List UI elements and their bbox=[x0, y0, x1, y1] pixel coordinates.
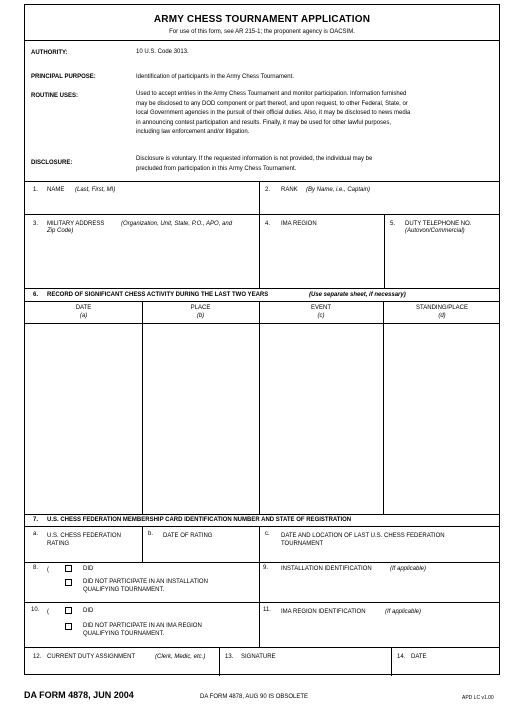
section-6-hint: (Use separate sheet, if necessary) bbox=[309, 292, 406, 298]
rank-field[interactable] bbox=[260, 182, 500, 214]
last-tournament-label: DATE AND LOCATION OF LAST U.S. CHESS FEDERATION TOURNAMENT bbox=[281, 533, 445, 547]
divider bbox=[25, 301, 499, 302]
routine-uses-label: ROUTINE USES: bbox=[31, 93, 79, 99]
ima-did-label: DID bbox=[83, 608, 94, 614]
last-tournament-field[interactable] bbox=[260, 527, 500, 561]
form-subtitle: For use of this form, see AR 215-1; the proponent agency is OACSIM. bbox=[169, 29, 355, 35]
activity-event-cell[interactable] bbox=[260, 324, 383, 514]
activity-date-cell[interactable] bbox=[25, 324, 142, 514]
divider bbox=[25, 514, 499, 515]
section-6-title: RECORD OF SIGNIFICANT CHESS ACTIVITY DURING THE LAST TWO YEARS bbox=[47, 292, 269, 298]
field-8-mark: ( bbox=[47, 567, 49, 573]
field-2-number: 2. bbox=[265, 187, 271, 193]
duty-telephone-hint: (Autovon/Commercial) bbox=[405, 228, 465, 234]
field-7a-number: a. bbox=[33, 531, 39, 537]
field-7c-number: c. bbox=[265, 531, 270, 537]
installation-identification-field[interactable] bbox=[260, 573, 500, 601]
field-3-number: 3. bbox=[33, 221, 39, 227]
current-duty-assignment-hint: (Clerk, Medic, etc.) bbox=[155, 654, 206, 660]
obsolete-notice: DA FORM 4878, AUG 90 IS OBSOLETE bbox=[200, 694, 309, 700]
military-address-field[interactable] bbox=[25, 215, 259, 288]
ima-did-checkbox[interactable] bbox=[65, 607, 72, 614]
duty-telephone-label: DUTY TELEPHONE NO. bbox=[405, 221, 472, 227]
column-event-header: EVENT (c) bbox=[310, 305, 331, 319]
installation-did-not-checkbox[interactable] bbox=[65, 579, 72, 586]
version-tag: APD LC v1.00 bbox=[462, 695, 494, 701]
duty-telephone-field[interactable] bbox=[385, 215, 500, 288]
field-5-number: 5. bbox=[390, 221, 396, 227]
section-6-number: 6. bbox=[33, 292, 39, 298]
signature-label: SIGNATURE bbox=[241, 654, 276, 660]
field-8-number: 8. bbox=[33, 565, 39, 571]
uscf-rating-field[interactable] bbox=[25, 527, 142, 561]
date-of-rating-field[interactable] bbox=[143, 527, 259, 561]
signature-field[interactable] bbox=[220, 648, 391, 675]
activity-place-cell[interactable] bbox=[143, 324, 259, 514]
disclosure-text: Disclosure is voluntary. If the requested information is not provided, the individual may be precluded from participation in this Army Chess Tournament. bbox=[136, 156, 373, 172]
current-duty-assignment-label: CURRENT DUTY ASSIGNMENT bbox=[47, 654, 136, 660]
section-7-title: U.S. CHESS FEDERATION MEMBERSHIP CARD IDENTIFICATION NUMBER AND STATE OF REGISTRATION bbox=[47, 517, 352, 523]
field-13-number: 13. bbox=[225, 654, 234, 660]
field-7b-number: b. bbox=[148, 531, 154, 537]
field-4-number: 4. bbox=[265, 221, 271, 227]
divider bbox=[25, 602, 499, 603]
divider bbox=[25, 562, 499, 563]
field-1-number: 1. bbox=[33, 187, 39, 193]
activity-standing-cell[interactable] bbox=[384, 324, 500, 514]
ima-did-not-checkbox[interactable] bbox=[65, 623, 72, 630]
form-title: ARMY CHESS TOURNAMENT APPLICATION bbox=[153, 14, 371, 25]
divider bbox=[25, 288, 499, 289]
purpose-label: PRINCIPAL PURPOSE: bbox=[31, 74, 96, 80]
military-address-hint: (Organization, Unit, State, P.O., APO, and bbox=[121, 221, 233, 227]
military-address-hint-2: Zip Code) bbox=[47, 228, 74, 234]
column-date-header: DATE (a) bbox=[75, 305, 92, 319]
routine-uses-text: Used to accept entries in the Army Chess Tournament and monitor participation. Information furnished may be disclosed to any DOD component or part thereof, and upon request, to other Federal, State, or local Government agencies in the pursuit of their official duties. Also, it may be disclosed to news media in announcing contest participation and results. Finally, it may be used for other lawful purposes, including law enforcement and/or litigation. bbox=[136, 91, 411, 136]
ima-region-identification-field[interactable] bbox=[260, 617, 500, 646]
form-id: DA FORM 4878, JUN 2004 bbox=[24, 690, 134, 700]
current-duty-assignment-field[interactable] bbox=[25, 648, 219, 675]
date-field[interactable] bbox=[392, 648, 500, 675]
purpose-text: Identification of participants in the Army Chess Tournament. bbox=[136, 74, 294, 80]
name-field-label: NAME bbox=[47, 187, 65, 193]
field-12-number: 12. bbox=[33, 654, 42, 660]
rank-field-hint: (By Name, i.e., Captain) bbox=[306, 187, 371, 193]
name-field-hint: (Last, First, MI) bbox=[75, 187, 116, 193]
divider bbox=[25, 40, 499, 41]
form-frame bbox=[24, 4, 500, 675]
ima-did-not-label: DID NOT PARTICIPATE IN AN IMA REGION QUALIFYING TOURNAMENT. bbox=[83, 623, 202, 637]
column-place-header: PLACE (b) bbox=[190, 305, 211, 319]
column-standing-header: STANDING/PLACE (d) bbox=[416, 305, 468, 319]
ima-region-label: IMA REGION bbox=[281, 221, 317, 227]
ima-region-identification-hint: (If applicable) bbox=[385, 609, 422, 615]
authority-text: 10 U.S. Code 3013. bbox=[136, 49, 189, 55]
military-address-label: MILITARY ADDRESS bbox=[47, 221, 105, 227]
date-label: DATE bbox=[411, 654, 427, 660]
installation-identification-label: INSTALLATION IDENTIFICATION bbox=[281, 566, 372, 572]
installation-did-label: DID bbox=[83, 566, 94, 572]
field-10-number: 10. bbox=[31, 607, 40, 613]
ima-region-identification-label: IMA REGION IDENTIFICATION bbox=[281, 609, 366, 615]
date-of-rating-label: DATE OF RATING bbox=[163, 533, 213, 539]
disclosure-label: DISCLOSURE: bbox=[31, 160, 73, 166]
name-field[interactable] bbox=[25, 182, 259, 214]
installation-did-not-label: DID NOT PARTICIPATE IN AN INSTALLATION QUALIFYING TOURNAMENT. bbox=[83, 579, 208, 593]
rank-field-label: RANK bbox=[281, 187, 298, 193]
section-7-number: 7. bbox=[33, 517, 39, 523]
field-11-number: 11. bbox=[263, 607, 271, 613]
uscf-rating-label: U.S. CHESS FEDERATION RATING bbox=[47, 533, 121, 547]
authority-label: AUTHORITY: bbox=[31, 50, 68, 56]
installation-identification-hint: (If applicable) bbox=[390, 566, 427, 572]
installation-did-checkbox[interactable] bbox=[65, 565, 72, 572]
field-10-mark: ( bbox=[47, 609, 49, 615]
field-9-number: 9. bbox=[263, 565, 269, 571]
ima-region-field[interactable] bbox=[260, 215, 384, 288]
field-14-number: 14. bbox=[397, 654, 406, 660]
